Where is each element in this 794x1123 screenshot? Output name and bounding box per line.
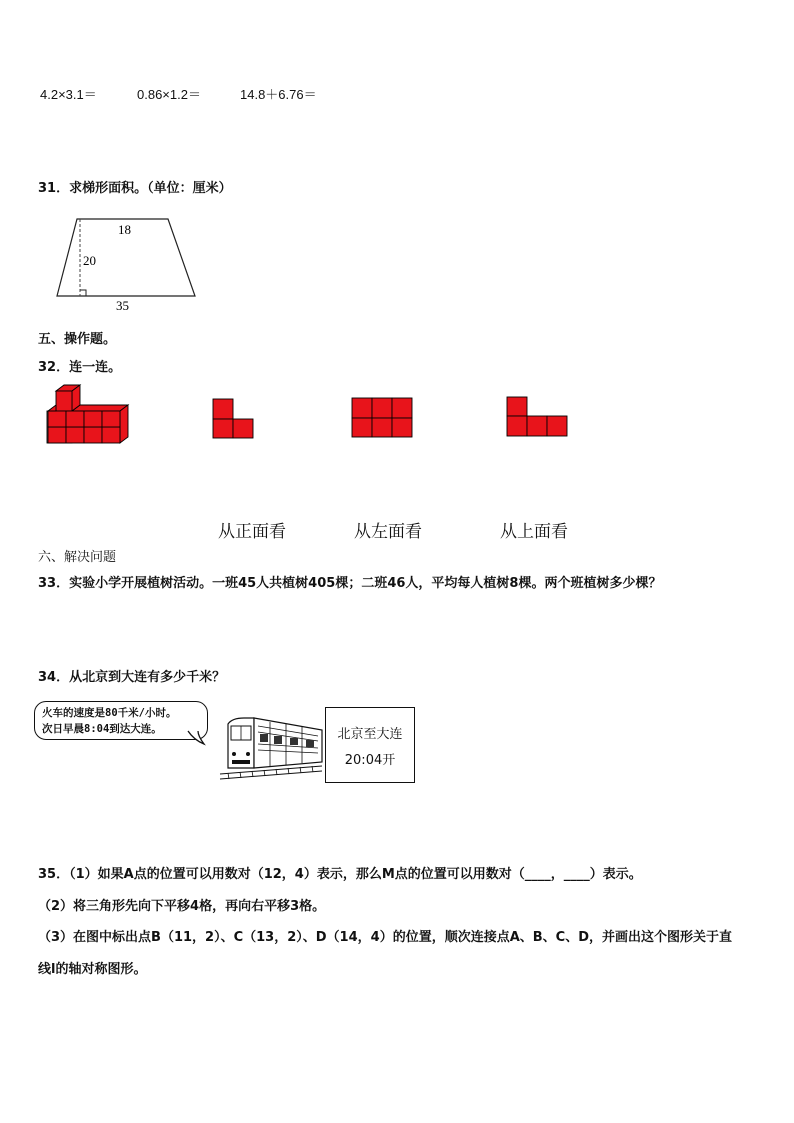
calc-expression-1: 4.2×3.1＝ bbox=[40, 87, 97, 102]
section-5-title: 五、操作题。 bbox=[38, 332, 117, 347]
square bbox=[507, 416, 527, 436]
q31-title: 31．求梯形面积。（单位：厘米） bbox=[38, 181, 232, 196]
sign-departure: 20:04开 bbox=[344, 753, 396, 768]
square bbox=[233, 419, 253, 438]
sign-route: 北京至大连 bbox=[337, 727, 403, 742]
q33-text: 33．实验小学开展植树活动。一班45人共植树405棵；二班46人，平均每人植树8棵。两个班植树多少棵？ bbox=[38, 576, 662, 591]
square bbox=[527, 416, 547, 436]
q35-part-2: （2）将三角形先向下平移4格，再向右平移3格。 bbox=[38, 899, 326, 914]
bubble-line-1: 火车的速度是80千米/小时。 bbox=[42, 707, 177, 719]
q34-title: 34．从北京到大连有多少千米？ bbox=[38, 670, 226, 685]
cube-front-face bbox=[66, 427, 84, 443]
square bbox=[372, 418, 392, 437]
square bbox=[352, 398, 372, 418]
cube-top-face bbox=[72, 405, 128, 411]
cube-front-face bbox=[56, 391, 72, 411]
right-angle-mark bbox=[80, 290, 86, 296]
view-shape-long-l bbox=[506, 396, 570, 438]
bubble-tail bbox=[186, 730, 216, 746]
q35-part-3-line-1: （3）在图中标出点B（11，2）、C（13，2）、D（14，4）的位置，顺次连接点A、B、C、D，并画出这个图形关于直 bbox=[38, 930, 732, 945]
train-illustration bbox=[218, 710, 324, 782]
cube-front-face bbox=[84, 427, 102, 443]
q35-part-3-line-2: 线l的轴对称图形。 bbox=[38, 962, 147, 977]
square bbox=[372, 398, 392, 418]
square bbox=[213, 399, 233, 419]
square bbox=[547, 416, 567, 436]
view-top-label: 从上面看 bbox=[500, 522, 568, 542]
square bbox=[392, 398, 412, 418]
section-6-title: 六、解决问题 bbox=[38, 550, 117, 565]
calc-expression-3: 14.8＋6.76＝ bbox=[240, 87, 317, 102]
cube-top-face bbox=[48, 405, 56, 411]
speech-bubble bbox=[34, 701, 208, 740]
q32-title: 32．连一连。 bbox=[38, 360, 122, 375]
cube-front-face bbox=[102, 411, 120, 427]
q35-part-1: 35．（1）如果A点的位置可以用数对（12，4）表示，那么M点的位置可以用数对（____，____）表示。 bbox=[38, 867, 642, 882]
trapezoid-top-label: 18 bbox=[118, 222, 131, 237]
calc-expression-2: 0.86×1.2＝ bbox=[137, 87, 201, 102]
square bbox=[392, 418, 412, 437]
trapezoid-figure bbox=[50, 212, 210, 312]
square bbox=[213, 419, 233, 438]
cube-front-face bbox=[66, 411, 84, 427]
square bbox=[507, 397, 527, 416]
square bbox=[352, 418, 372, 437]
schedule-sign bbox=[325, 707, 415, 783]
cube-front-face bbox=[102, 427, 120, 443]
cube-front-face bbox=[84, 411, 102, 427]
cube-side-face bbox=[120, 405, 128, 443]
bubble-line-2: 次日早晨8:04到达大连。 bbox=[42, 723, 162, 735]
cube-front-face bbox=[48, 427, 66, 443]
view-left-label: 从左面看 bbox=[354, 522, 422, 542]
cube-front-face bbox=[48, 411, 66, 427]
trapezoid-height-label: 20 bbox=[83, 253, 96, 268]
view-shape-rectangle bbox=[351, 397, 413, 439]
trapezoid-bottom-label: 35 bbox=[116, 298, 129, 312]
view-shape-l bbox=[212, 398, 256, 440]
cube-solid-3d bbox=[44, 385, 134, 447]
view-front-label: 从正面看 bbox=[218, 522, 286, 542]
